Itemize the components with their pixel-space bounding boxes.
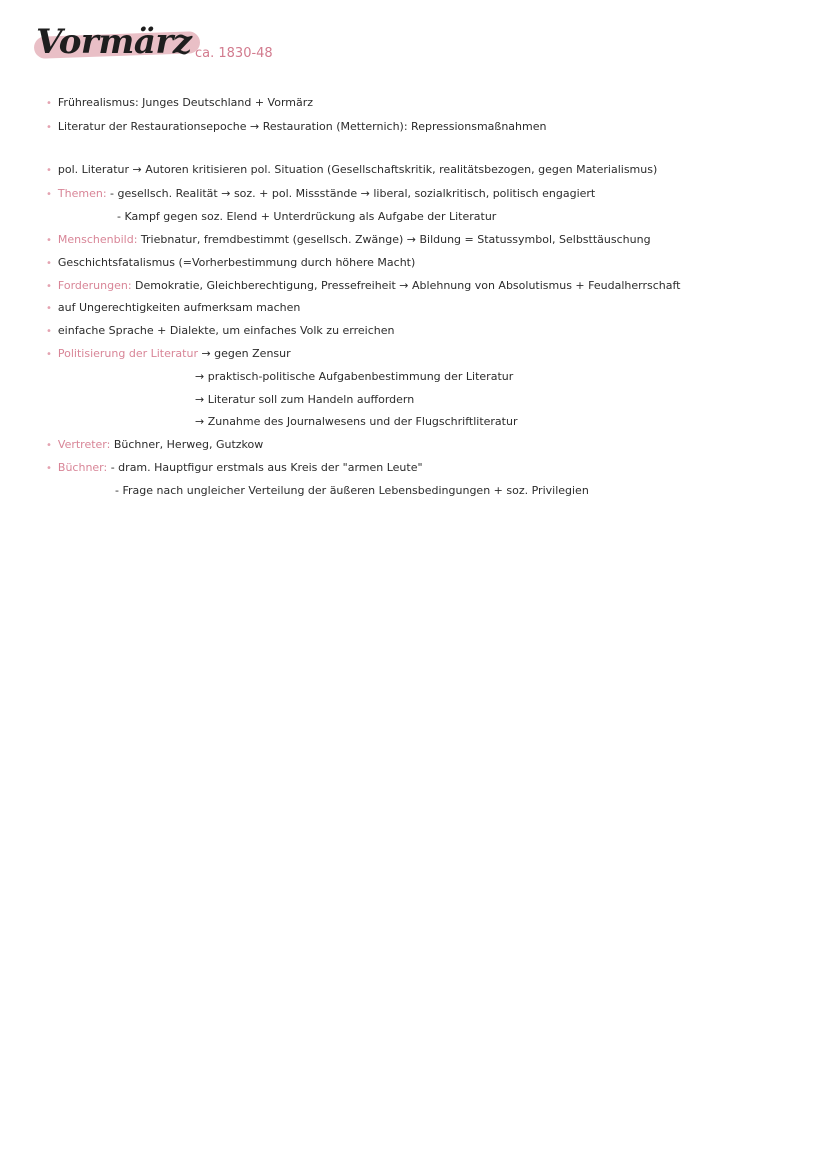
list-item	[46, 347, 291, 360]
list-item	[195, 393, 414, 406]
note-text: → praktisch-politische Aufgabenbestimmung der Literatur	[195, 370, 514, 383]
note-text: → gegen Zensur	[201, 347, 291, 360]
note-text: pol. Literatur → Autoren kritisieren pol. Situation (Gesellschaftskritik, realitätsbezogen, gegen Materialismus)	[57, 163, 658, 176]
list-item	[117, 210, 496, 223]
note-text: Literatur der Restaurationsepoche → Restauration (Metternich): Repressionsmaßnahmen	[57, 120, 547, 133]
list-item	[115, 484, 589, 497]
note-text: Triebnatur, fremdbestimmt (gesellsch. Zwänge) → Bildung = Statussymbol, Selbsttäuschung	[140, 233, 651, 246]
list-item	[195, 415, 517, 428]
note-text: - Kampf gegen soz. Elend + Unterdrückung als Aufgabe der Literatur	[117, 210, 497, 223]
list-item	[46, 233, 651, 246]
bullet-icon: •	[46, 303, 52, 314]
note-text: Büchner, Herweg, Gutzkow	[113, 438, 264, 451]
list-item	[46, 301, 300, 314]
list-item	[195, 370, 513, 383]
note-text: → Literatur soll zum Handeln auffordern	[195, 393, 415, 406]
list-item	[46, 120, 546, 133]
note-text: auf Ungerechtigkeiten aufmerksam machen	[57, 301, 301, 314]
list-item	[46, 438, 263, 451]
bullet-icon: •	[46, 349, 52, 360]
note-text: einfache Sprache + Dialekte, um einfaches Volk zu erreichen	[57, 324, 395, 337]
list-item	[46, 256, 415, 269]
title-block	[30, 20, 200, 72]
bullet-icon: •	[46, 258, 52, 269]
bullet-icon: •	[46, 235, 52, 246]
note-label: Politisierung der Literatur	[57, 347, 198, 360]
bullet-icon: •	[46, 165, 52, 176]
list-item	[46, 461, 423, 474]
note-label: Forderungen:	[57, 279, 132, 292]
bullet-icon: •	[46, 281, 52, 292]
bullet-icon: •	[46, 326, 52, 337]
date-range: ca. 1830-48	[195, 46, 273, 61]
note-label: Themen:	[57, 187, 107, 200]
note-text: Geschichtsfatalismus (=Vorherbestimmung durch höhere Macht)	[57, 256, 416, 269]
note-text: - Frage nach ungleicher Verteilung der äußeren Lebensbedingungen + soz. Privilegien	[115, 484, 589, 497]
bullet-icon: •	[46, 122, 52, 133]
list-item	[46, 187, 595, 200]
list-item	[46, 324, 395, 337]
note-label: Menschenbild:	[57, 233, 138, 246]
note-label: Vertreter:	[57, 438, 111, 451]
bullet-icon: •	[46, 189, 52, 200]
note-text: Demokratie, Gleichberechtigung, Pressefreiheit → Ablehnung von Absolutismus + Feudalherrschaft	[135, 279, 681, 292]
list-item	[46, 163, 657, 176]
list-item	[46, 279, 680, 292]
note-text: → Zunahme des Journalwesens und der Flugschriftliteratur	[195, 415, 518, 428]
note-text: - dram. Hauptfigur erstmals aus Kreis der "armen Leute"	[110, 461, 423, 474]
page-title: Vormärz	[36, 22, 192, 62]
bullet-icon: •	[46, 463, 52, 474]
bullet-icon: •	[46, 440, 52, 451]
note-label: Büchner:	[57, 461, 108, 474]
list-item	[46, 96, 313, 109]
note-text: Frührealismus: Junges Deutschland + Vormärz	[57, 96, 314, 109]
note-text: - gesellsch. Realität → soz. + pol. Missstände → liberal, sozialkritisch, politisch engagiert	[110, 187, 596, 200]
bullet-icon: •	[46, 98, 52, 109]
